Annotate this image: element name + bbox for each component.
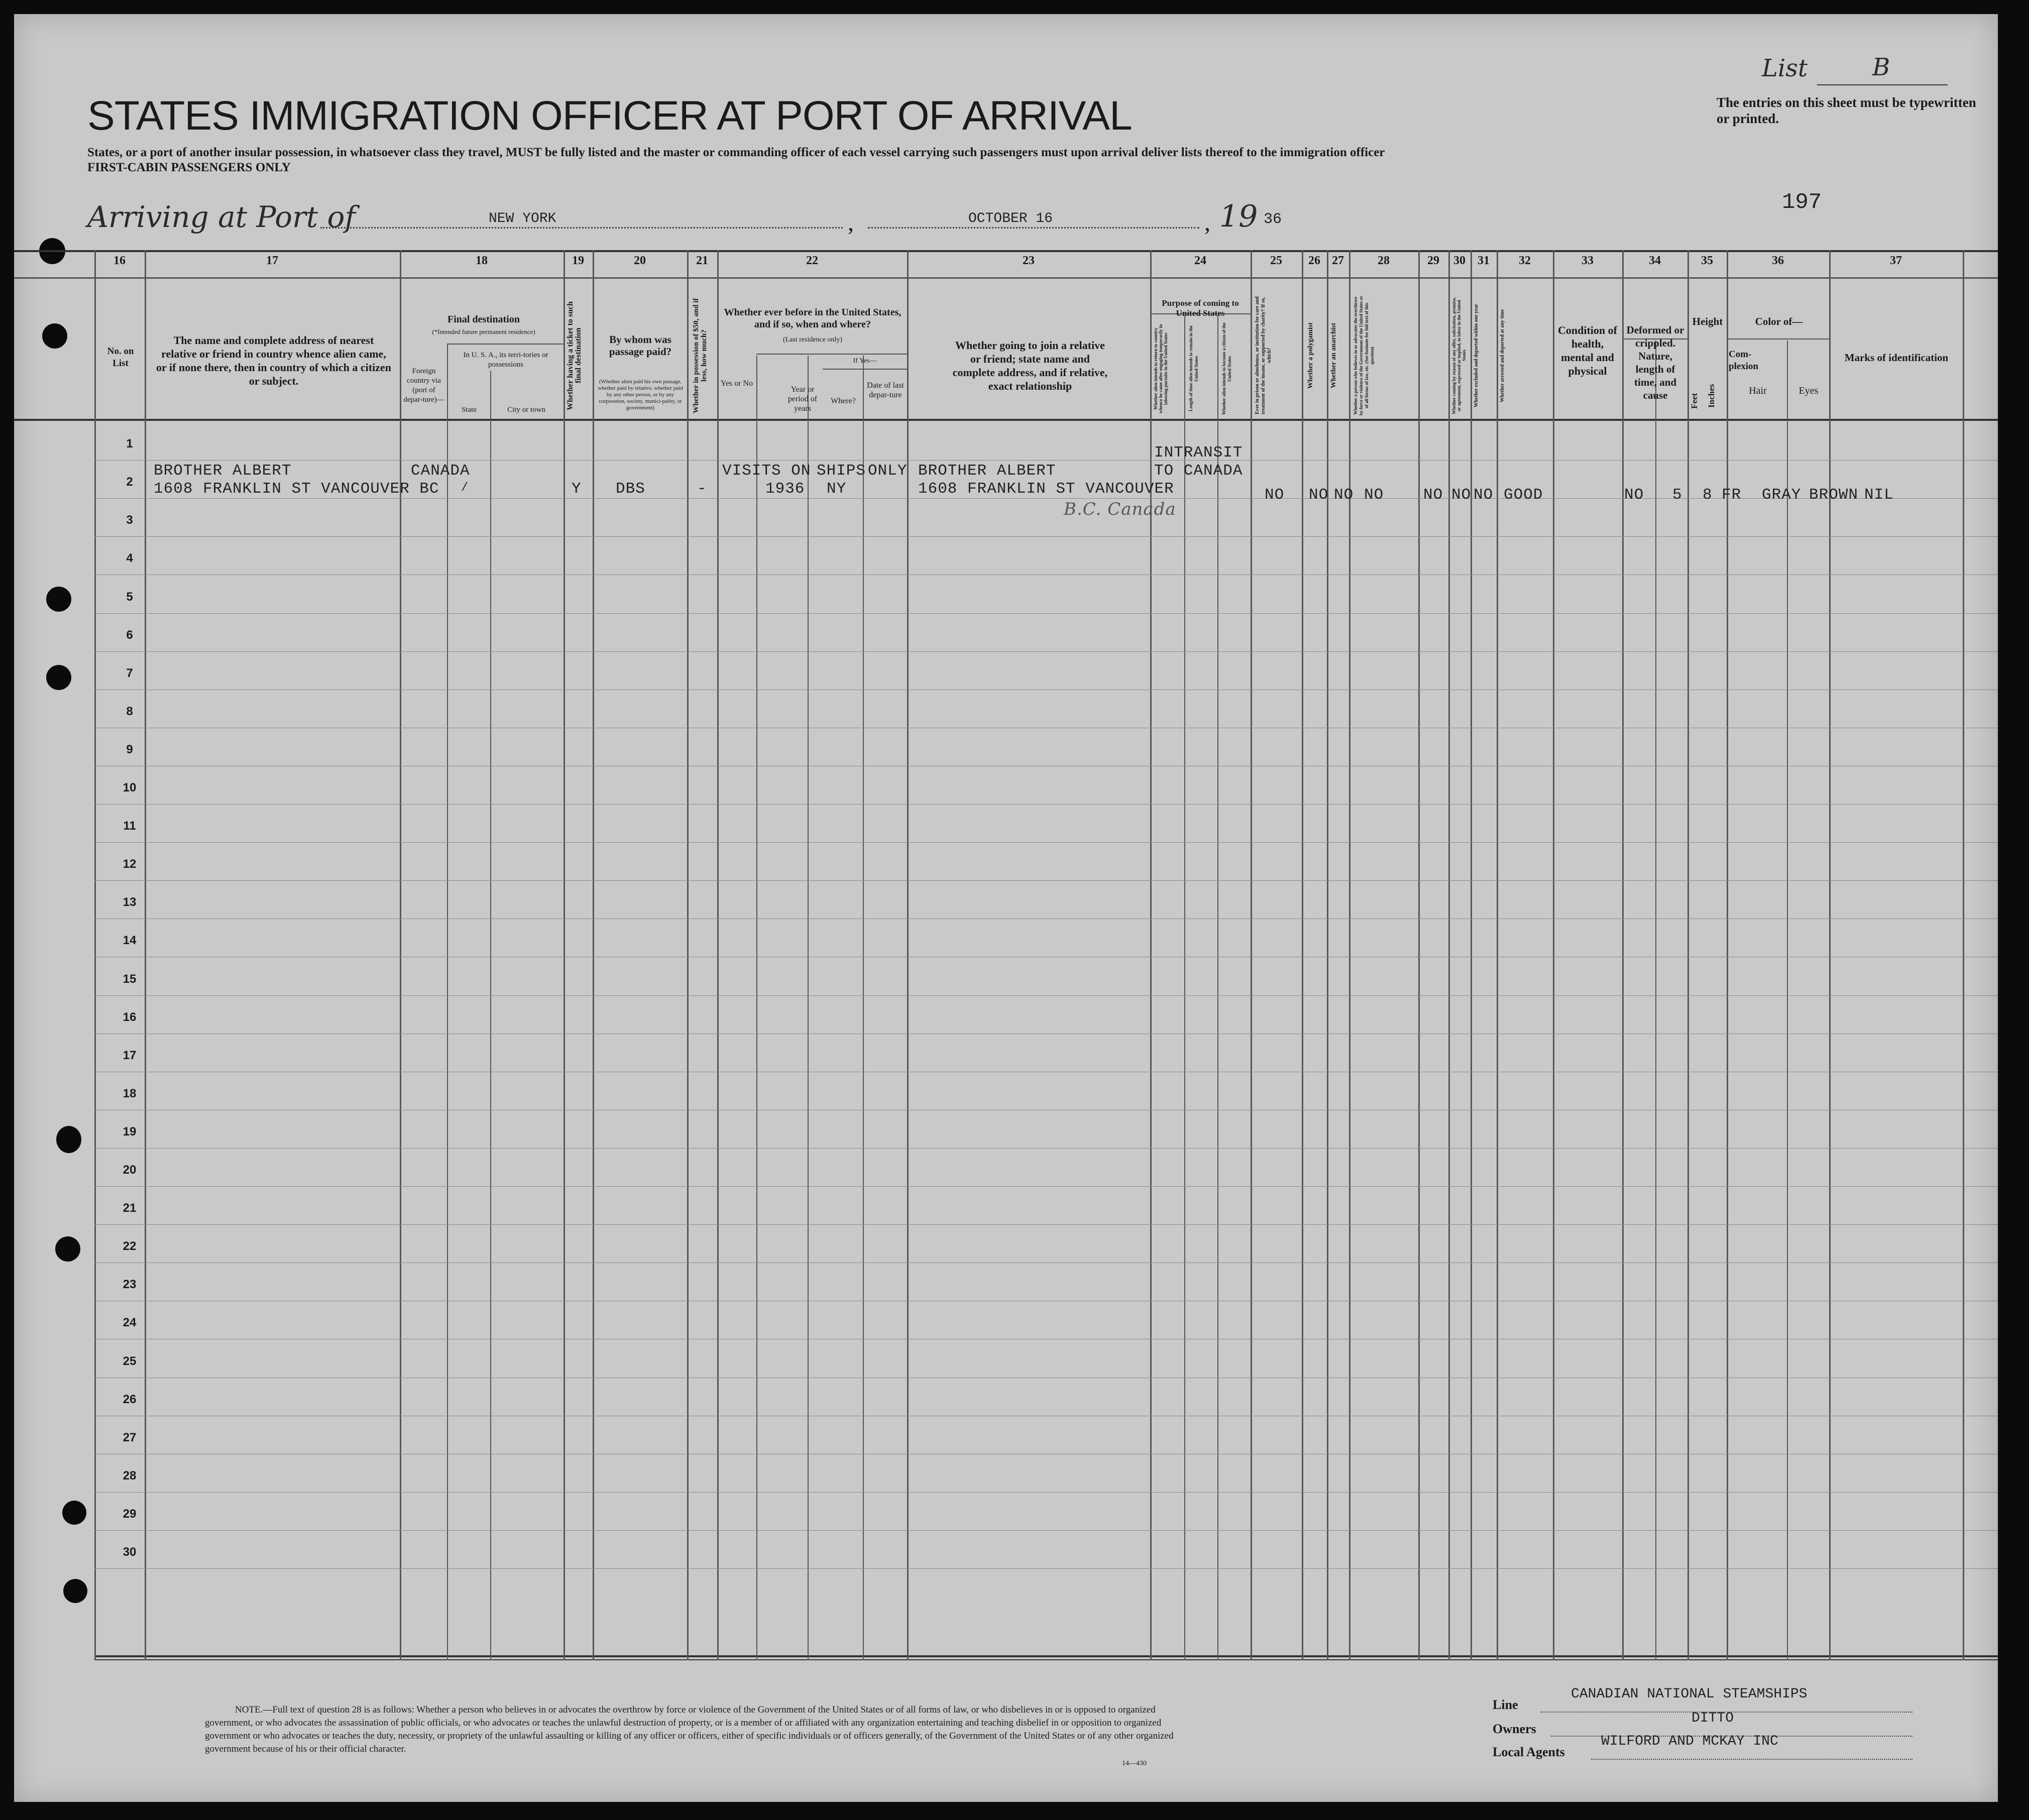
money: - [697, 480, 707, 498]
where-2: NY [827, 480, 847, 498]
column-number: 16 [114, 254, 126, 267]
before-in-us-1: VISITS ON [722, 462, 811, 480]
list-underline [1817, 84, 1948, 85]
state-mark: / [461, 481, 469, 495]
subhead-rule [1727, 338, 1829, 339]
column-number: 20 [634, 254, 646, 267]
agents-value: WILFORD AND MCKAY INC [1601, 1734, 1778, 1749]
relative-address: 1608 FRANKLIN ST VANCOUVER BC [154, 480, 439, 498]
col-divider [1251, 250, 1252, 1660]
col-divider [1687, 250, 1689, 1660]
column-number: 22 [806, 254, 818, 267]
col-divider [1727, 250, 1728, 1660]
row-number: 4 [126, 551, 133, 565]
grid-bottom-rule [94, 1655, 1998, 1657]
header-where: Where? [831, 397, 856, 405]
col-divider [717, 250, 719, 1660]
row-number: 9 [126, 743, 133, 756]
header-relative-address: The name and complete address of nearest relative or friend in country whence alien came, or if none there, then in country of which a citizen or subject. [156, 334, 391, 387]
header-eyes: Eyes [1798, 385, 1819, 396]
header-bottom-rule [14, 419, 1998, 421]
before-in-us-2: 1936 [765, 480, 805, 498]
col-divider [145, 250, 146, 1660]
ever-in-prison: NO [1265, 486, 1285, 504]
owners-value: DITTO [1692, 1711, 1734, 1726]
subhead-rule [756, 354, 907, 355]
header-deformed: Deformed or crippled. Nature, length of time, and cause [1626, 324, 1684, 401]
polygamist: NO [1309, 486, 1329, 504]
row-number: 28 [123, 1469, 137, 1483]
col-divider [94, 250, 96, 1660]
header-purpose: Purpose of coming to United States [1162, 298, 1239, 318]
col-divider [1655, 340, 1656, 1660]
purpose-1: INTRANSIT [1154, 444, 1243, 462]
row-number: 10 [123, 781, 137, 794]
header-final-destination-note: (*Intended future permanent residence) [432, 328, 535, 335]
header-state: State [462, 406, 477, 414]
manifest-sheet: List B STATES IMMIGRATION OFFICER AT PORT OF ARRIVAL The entries on this sheet must be typewritten or printed. States, or a port of another insular possession, in whatsoever class they travel, MUST be fully listed and the master or commanding officer of each vessel carrying such passengers must upon arrival deliver lists thereof to the immigration officer FIRST-CABIN PASSENGERS ONLY Arriving at Port of NEW YORK , OCTOBER 16 , 19 36 197 16 17 18 19 20 21 22 23 24 25 26 27 28 29 30 31 32 33 34 35 36 37 No. on List The name and complete address of nearest relative or friend in country whence alien came, or if none there, then in country of which a citizen or subject. Final destination (*Intended future permanent residence) Foreign country via (port of depar-ture)— In U. S. A., its terri-tories or possessions State City or town Whether having a ticket to such final destination By whom was passage paid? (Whether alien paid his own passage, whether paid by relative, whether paid by any other person, or by any corporation, society, munici-pality, or government) Whether in possession of $50, and if less, how much? Whether ever before in the United States, and if so, when and where? (Last residence only) If Yes— Yes or No Year or period of years Where? Date of last depar-ture Whether going to join a relative or friend; state name and complete address, and if relative, exact relationship Purpose of coming to United States Whether alien intends to return to country whence he came after engaging temporarily in laboring pursuits in the United States Length of time alien intends to remain in the United States Whether alien intends to become a citizen of the United States Ever in prison or almshouse, or institution for care and treatment of the insane, or supported by charity? If so, which? Whether a polygamist Whether an anarchist Whether a person who believes in or advocates the overthrow by force or violence of the Government of the United States or of all forms of law, etc. (See footnote for full text of this question) Whether coming by reason of any offer, solicitation, promise, or agreement, expressed or implied, to labor in the United States Whether excluded and deported within one year Whether arrested and deported at any time Condition of health, mental and physical Deformed or crippled. Nature, length of time, and cause Height Feet Inches Com-plexion Color of— Hair Eyes Marks of identification 1 2 3 4 5 6 7 8 9 10 11 12 13 14 15 16 17 18 19 20 21 22 23 24 25 26 27 28 29 30 BROTHER ALBERT 1608 FRANKLIN ST VANCOUVER BC CANADA / Y DBS - VISITS ON 1936 SHIPS NY ONLY BROTHER ALBERT 1608 FRANKLIN ST VANCOUVER B.C. Canada INTRANSIT TO CANADA NO NO NO NO NO NO NO GOOD NO 5 8 FR GRAY BROWN NIL NOTE.—Full text of question 28 is as follows: Whether a person who believes in or advocates the overthrow by force or violence of the Government of the United States or of all forms of law, or who disbelieves in or is opposed to organized government, or who advocates the assassination of public officials, or who advocates or teaches the unlawful destruction of property, or is a member of or affiliated with any organization entertaining and teaching disbelief in or opposition to organized government or who advocates or teaches the duty, necessity, or propriety of the unlawful assaulting or killing of any officer or officers, either of specific individuals or of officers generally, of the Government of the United States or of any other organized government because of his or their official character. 14—430 Line CANADIAN NATIONAL STEAMSHIPS Owners DITTO Local Agents WILFORD AND MCKAY INC [14, 14, 1998, 1802]
row-rule [94, 1492, 1998, 1493]
grid-top-rule [14, 250, 1998, 252]
column-number: 21 [696, 254, 708, 267]
subtitle: States, or a port of another insular possession, in whatsoever class they travel, MUST be fully listed and the master or commanding officer of each vessel carrying such passengers must upon arrival deliver lists thereof to the immigration officer [87, 146, 1385, 159]
complexion: FR [1722, 486, 1742, 504]
column-number: 35 [1701, 254, 1713, 267]
sheet-number: 197 [1782, 190, 1822, 215]
line-label: Line [1493, 1697, 1518, 1712]
column-number: 18 [476, 254, 488, 267]
header-anarchist: Whether an anarchist [1330, 322, 1337, 389]
year-prefix: 19 [1219, 199, 1258, 234]
row-rule [94, 1568, 1998, 1569]
colnum-rule [14, 277, 1998, 279]
column-number: 36 [1772, 254, 1784, 267]
header-join-relative: Whether going to join a relative or friend; state name and complete address, and if relative, exact relationship [952, 339, 1108, 392]
header-before-in-us: Whether ever before in the United States, and if so, when and where? [724, 307, 901, 330]
row-rule [94, 536, 1998, 537]
col-divider [593, 250, 594, 1660]
row-number: 7 [126, 666, 133, 680]
row-number: 11 [123, 819, 136, 833]
row-number: 15 [123, 972, 137, 986]
header-health: Condition of health, mental and physical [1558, 324, 1617, 377]
header-polygamist: Whether a polygamist [1307, 322, 1314, 389]
header-before-in-us-note: (Last residence only) [782, 336, 843, 344]
row-number: 18 [123, 1087, 137, 1100]
row-number: 25 [123, 1354, 137, 1368]
row-rule [94, 1530, 1998, 1531]
page-title: STATES IMMIGRATION OFFICER AT PORT OF ARRIVAL [87, 93, 1132, 139]
header-inches: Inches [1707, 384, 1716, 408]
marks: NIL [1864, 486, 1894, 504]
row-number: 2 [126, 475, 133, 489]
col-divider [1471, 250, 1472, 1660]
row-number: 30 [123, 1545, 137, 1559]
row-rule [94, 460, 1998, 461]
comma: , [848, 209, 854, 236]
deformed: NO [1624, 486, 1644, 504]
column-number: 30 [1453, 254, 1466, 267]
header-height: Height [1692, 315, 1723, 327]
col-divider [1217, 315, 1218, 1660]
column-number: 28 [1378, 254, 1390, 267]
passage-paid: DBS [616, 480, 645, 498]
col-divider [687, 250, 689, 1660]
col-divider [563, 250, 565, 1660]
header-overthrow: Whether a person who believes in or advocates the overthrow by force or violence of the Government of the United States or of all forms of law, etc. (See footnote for full text of this question) [1353, 296, 1375, 415]
agents-underline [1591, 1759, 1912, 1760]
column-number: 25 [1270, 254, 1282, 267]
row-number: 29 [123, 1507, 137, 1521]
column-number: 23 [1023, 254, 1035, 267]
row-rule [94, 995, 1998, 996]
column-number: 37 [1890, 254, 1902, 267]
row-number: 27 [123, 1431, 137, 1444]
header-no-on-list: No. on List [107, 346, 134, 369]
row-number: 1 [126, 437, 133, 450]
row-number: 24 [123, 1316, 137, 1329]
col-divider [1184, 315, 1185, 1660]
column-number: 26 [1308, 254, 1320, 267]
eyes: BROWN [1809, 486, 1859, 504]
overthrow: NO [1364, 486, 1384, 504]
col-divider [1829, 250, 1831, 1660]
col-divider [756, 356, 757, 1660]
header-purpose-citizen: Whether alien intends to become a citizen of the United States [1221, 322, 1232, 415]
punch-hole [55, 1236, 80, 1262]
col-divider [490, 371, 491, 1660]
col-divider [1327, 250, 1328, 1660]
row-number: 23 [123, 1278, 137, 1291]
arrested: NO [1474, 486, 1494, 504]
subhead-rule [823, 369, 907, 370]
header-final-destination: Final destination [447, 314, 520, 325]
col-divider [1787, 340, 1788, 1660]
col-divider [907, 250, 909, 1660]
row-number: 13 [123, 895, 137, 909]
excluded: NO [1451, 486, 1472, 504]
row-number: 16 [123, 1010, 137, 1024]
column-number: 29 [1427, 254, 1439, 267]
header-foreign-country: Foreign country via (port of depar-ture)— [403, 367, 444, 404]
row-number: 8 [126, 705, 133, 718]
list-value: B [1872, 53, 1890, 81]
punch-hole [46, 587, 71, 612]
grid-bottom-rule-2 [94, 1659, 1998, 1660]
scan-vignette [14, 14, 1998, 1802]
header-purpose-return: Whether alien intends to return to country whence he came after engaging temporarily in laboring pursuits in the United States [1153, 324, 1168, 413]
date-line [868, 227, 1199, 229]
punch-hole [46, 665, 71, 690]
health: GOOD [1504, 486, 1543, 504]
header-marks: Marks of identification [1844, 352, 1949, 364]
height-inches: 8 [1703, 486, 1713, 504]
column-number: 24 [1194, 254, 1206, 267]
foreign-country: CANADA [411, 462, 470, 480]
row-rule [94, 613, 1998, 614]
punch-hole [63, 1579, 87, 1603]
line-value: CANADIAN NATIONAL STEAMSHIPS [1571, 1686, 1808, 1702]
height-feet: 5 [1672, 486, 1682, 504]
arriving-label: Arriving at Port of [87, 200, 356, 234]
labor-offer: NO [1423, 486, 1443, 504]
header-color-of: Color of— [1755, 315, 1803, 327]
agents-label: Local Agents [1493, 1745, 1565, 1759]
relative-name: BROTHER ALBERT [154, 462, 292, 480]
col-divider [1963, 250, 1964, 1660]
column-number: 27 [1332, 254, 1344, 267]
punch-hole [42, 323, 67, 349]
row-number: 5 [126, 590, 133, 604]
header-ticket: Whether having a ticket to such final destination [566, 301, 583, 410]
col-divider [1418, 250, 1420, 1660]
year-suffix: 36 [1264, 211, 1282, 228]
purpose-2: TO CANADA [1154, 462, 1243, 480]
only: ONLY [868, 462, 908, 480]
join-name: BROTHER ALBERT [918, 462, 1056, 480]
row-rule [94, 880, 1998, 881]
header-excluded: Whether excluded and deported within one year [1474, 304, 1479, 407]
subhead-rule [447, 344, 563, 345]
header-passage-paid: By whom was passage paid? [609, 333, 672, 358]
row-rule [94, 651, 1998, 652]
row-rule [94, 1224, 1998, 1225]
row-rule [94, 1148, 1998, 1149]
port-value: NEW YORK [489, 211, 556, 226]
header-purpose-length: Length of time alien intends to remain in the United States [1188, 325, 1199, 412]
header-city: City or town [507, 406, 545, 414]
column-number: 34 [1649, 254, 1661, 267]
row-number: 21 [123, 1201, 137, 1215]
row-rule [94, 1186, 1998, 1187]
join-handwritten: B.C. Canada [1064, 499, 1176, 519]
punch-hole [62, 1501, 86, 1525]
row-number: 3 [126, 513, 133, 527]
row-number: 12 [123, 857, 137, 871]
col-divider [1349, 250, 1350, 1660]
column-number: 33 [1582, 254, 1594, 267]
header-prison: Ever in prison or almshouse, or institution for care and treatment of the insane, or supported by charity? If so, which? [1255, 296, 1272, 415]
col-divider [863, 356, 864, 1660]
col-divider [1553, 250, 1554, 1660]
header-date-departure: Date of last depar-ture [867, 381, 904, 399]
form-number: 14—430 [1122, 1760, 1147, 1767]
date-value: OCTOBER 16 [968, 211, 1053, 226]
join-address: 1608 FRANKLIN ST VANCOUVER [918, 480, 1174, 498]
col-divider [1622, 250, 1624, 1660]
header-passage-paid-note: (Whether alien paid his own passage, whether paid by relative, whether paid by any other person, or by any corporation, society, munici-pality, or government) [598, 379, 683, 411]
header-labor-offer: Whether coming by reason of any offer, solicitation, promise, or agreement, expressed or implied, to labor in the United States [1451, 297, 1467, 414]
header-arrested: Whether arrested and deported at any time [1500, 309, 1505, 402]
anarchist: NO [1334, 486, 1354, 504]
column-number: 32 [1519, 254, 1531, 267]
header-year: Year or period of years [787, 385, 818, 413]
column-number: 31 [1478, 254, 1490, 267]
col-divider [1150, 250, 1152, 1660]
col-divider [1302, 250, 1303, 1660]
row-number: 17 [123, 1049, 137, 1062]
punch-hole [56, 1126, 81, 1153]
comma: , [1204, 209, 1210, 236]
hair: GRAY [1762, 486, 1801, 504]
list-label: List [1762, 54, 1808, 82]
row-number: 22 [123, 1239, 137, 1253]
row-rule [94, 804, 1998, 805]
row-number: 26 [123, 1393, 137, 1406]
header-money: Whether in possession of $50, and if less, how much? [692, 298, 708, 413]
header-yes-no: Yes or No [720, 379, 753, 388]
row-rule [94, 842, 1998, 843]
port-line [320, 227, 843, 229]
ticket: Y [572, 480, 582, 498]
where-1: SHIPS [817, 462, 866, 480]
col-divider [808, 356, 809, 1660]
header-feet: Feet [1689, 393, 1699, 409]
header-if-yes: If Yes— [853, 357, 877, 365]
row-number: 20 [123, 1163, 137, 1177]
row-number: 6 [126, 628, 133, 642]
col-divider [447, 345, 448, 1660]
row-number: 14 [123, 934, 137, 947]
header-hair: Hair [1749, 385, 1767, 396]
cabin-class: FIRST-CABIN PASSENGERS ONLY [87, 161, 291, 174]
col-divider [1448, 250, 1450, 1660]
footnote: NOTE.—Full text of question 28 is as follows: Whether a person who believes in or advocates the overthrow by force or violence of the Government of the United States or of all forms of law, or who disbelieves in or is opposed to organized government, or who advocates the assassination of public officials, or who advocates or teaches the unlawful destruction of property, or is a member of or affiliated with any organization entertaining and teaching disbelief in or opposition to organized government or who advocates or teaches the duty, necessity, or propriety of the unlawful assaulting or killing of any officer or officers, either of specific individuals or of officers generally, of the Government of the United States or of any other organized government because of his or their official character. [205, 1704, 1174, 1754]
header-in-usa: In U. S. A., its terri-tories or possessions [463, 351, 548, 369]
column-number: 19 [572, 254, 584, 267]
row-number: 19 [123, 1125, 137, 1139]
owners-label: Owners [1493, 1722, 1536, 1736]
col-divider [1497, 250, 1498, 1660]
column-number: 17 [266, 254, 278, 267]
col-divider [400, 250, 401, 1660]
typing-note: The entries on this sheet must be typewritten or printed. [1717, 95, 1976, 126]
